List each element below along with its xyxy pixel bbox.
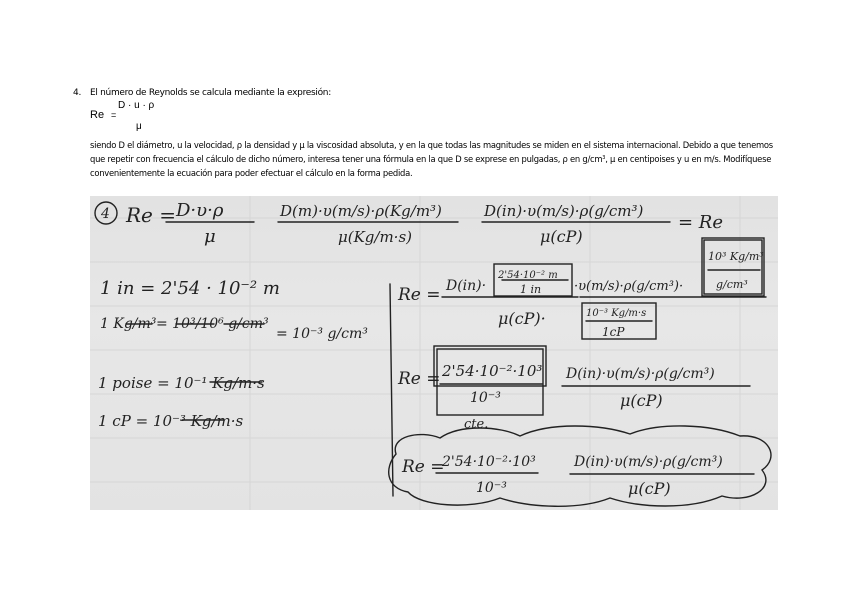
hw-step3-frac-den: μ(cP) xyxy=(620,391,663,410)
hw-row1-frac3-den: μ(cP) xyxy=(540,227,583,246)
hw-conv-density-mid: = 10³/10⁶ g/cm³ xyxy=(156,316,269,332)
formula-lhs: Re xyxy=(90,109,105,121)
handwriting-svg xyxy=(90,196,778,510)
hw-step2-num-b: ·υ(m/s)·ρ(g/cm³)· xyxy=(574,279,684,294)
hw-step2-box2-num: 10³ Kg/m³ xyxy=(708,250,764,263)
hw-step3-box-num: 2'54·10⁻²·10³ xyxy=(442,362,543,380)
hw-final-re: Re = xyxy=(402,457,445,477)
hw-row1-frac3-num: D(in)·υ(m/s)·ρ(g/cm³) xyxy=(484,202,644,220)
paragraph-part-2: , μ en centipoises y u en m/s. Modifíquese convenientemente la ecuación para poder efectuar el cálculo en la forma pedida. xyxy=(90,154,772,178)
handwritten-solution-photo xyxy=(90,196,778,510)
hw-step2-box2-den: g/cm³ xyxy=(716,278,748,291)
hw-step3-box-den: 10⁻³ xyxy=(470,390,501,406)
formula-numerator: D · u · ρ xyxy=(118,100,155,111)
question-intro: El número de Reynolds se calcula mediante la expresión: xyxy=(90,88,331,98)
question-number: 4. xyxy=(73,88,82,98)
hw-conv-density-lhs: 1 Kg/m³ xyxy=(100,316,157,332)
hw-row1-frac2-den: μ(Kg/m·s) xyxy=(338,228,413,246)
formula-equals: = xyxy=(111,110,117,120)
hw-row1-tail: = Re xyxy=(678,212,724,233)
hw-step2-box1-den: 1 in xyxy=(520,283,542,296)
reynolds-formula xyxy=(90,100,190,134)
hw-step2-box3-num: 10⁻³ Kg/m·s xyxy=(586,308,647,319)
hw-circled-number: 4 xyxy=(101,206,110,222)
hw-row1-frac2-num: D(m)·υ(m/s)·ρ(Kg/m³) xyxy=(280,202,442,220)
hw-step3-cte: cte. xyxy=(464,417,489,432)
hw-step2-re: Re = xyxy=(398,285,441,305)
paragraph-part-1: siendo D el diámetro, u la velocidad, ρ la densidad y μ la viscosidad absoluta, y en la que todas las magnitudes se miden en el sistema internacional. Debido a que tenemos que repetir con frecuencia el cálculo de dicho número, interesa tener una fórmula en la que D se exprese en pulgadas, ρ en g/cm xyxy=(90,140,773,165)
hw-final-frac-num: D(in)·υ(m/s)·ρ(g/cm³) xyxy=(574,454,723,470)
hw-row1-re: Re = xyxy=(126,203,177,227)
hw-final-frac-den: μ(cP) xyxy=(628,479,671,498)
hw-step2-box1-num: 2'54·10⁻² m xyxy=(498,270,558,281)
hw-row1-frac1-num: D·υ·ρ xyxy=(176,200,224,221)
hw-step3-frac-num: D(in)·υ(m/s)·ρ(g/cm³) xyxy=(566,366,715,382)
hw-conv-poise: 1 poise = 10⁻¹ Kg/m·s xyxy=(98,374,265,392)
hw-conv-density-rhs: = 10⁻³ g/cm³ xyxy=(276,326,368,342)
hw-conv-inch: 1 in = 2'54 · 10⁻² m xyxy=(100,278,280,299)
hw-final-const-den: 10⁻³ xyxy=(476,480,507,496)
cubic-superscript: 3 xyxy=(602,155,606,162)
hw-step2-den-a: μ(cP)· xyxy=(498,309,546,328)
hw-step2-box3-den: 1cP xyxy=(602,325,625,339)
hw-row1-frac1-den: μ xyxy=(204,226,216,247)
hw-final-const-num: 2'54·10⁻²·10³ xyxy=(442,454,536,470)
hw-step3-re: Re = xyxy=(398,369,441,389)
formula-denominator: μ xyxy=(136,121,142,132)
hw-step2-num-a: D(in)· xyxy=(446,278,487,294)
hw-conv-cp: 1 cP = 10⁻³ Kg/m·s xyxy=(98,412,244,430)
question-paragraph xyxy=(90,139,782,180)
